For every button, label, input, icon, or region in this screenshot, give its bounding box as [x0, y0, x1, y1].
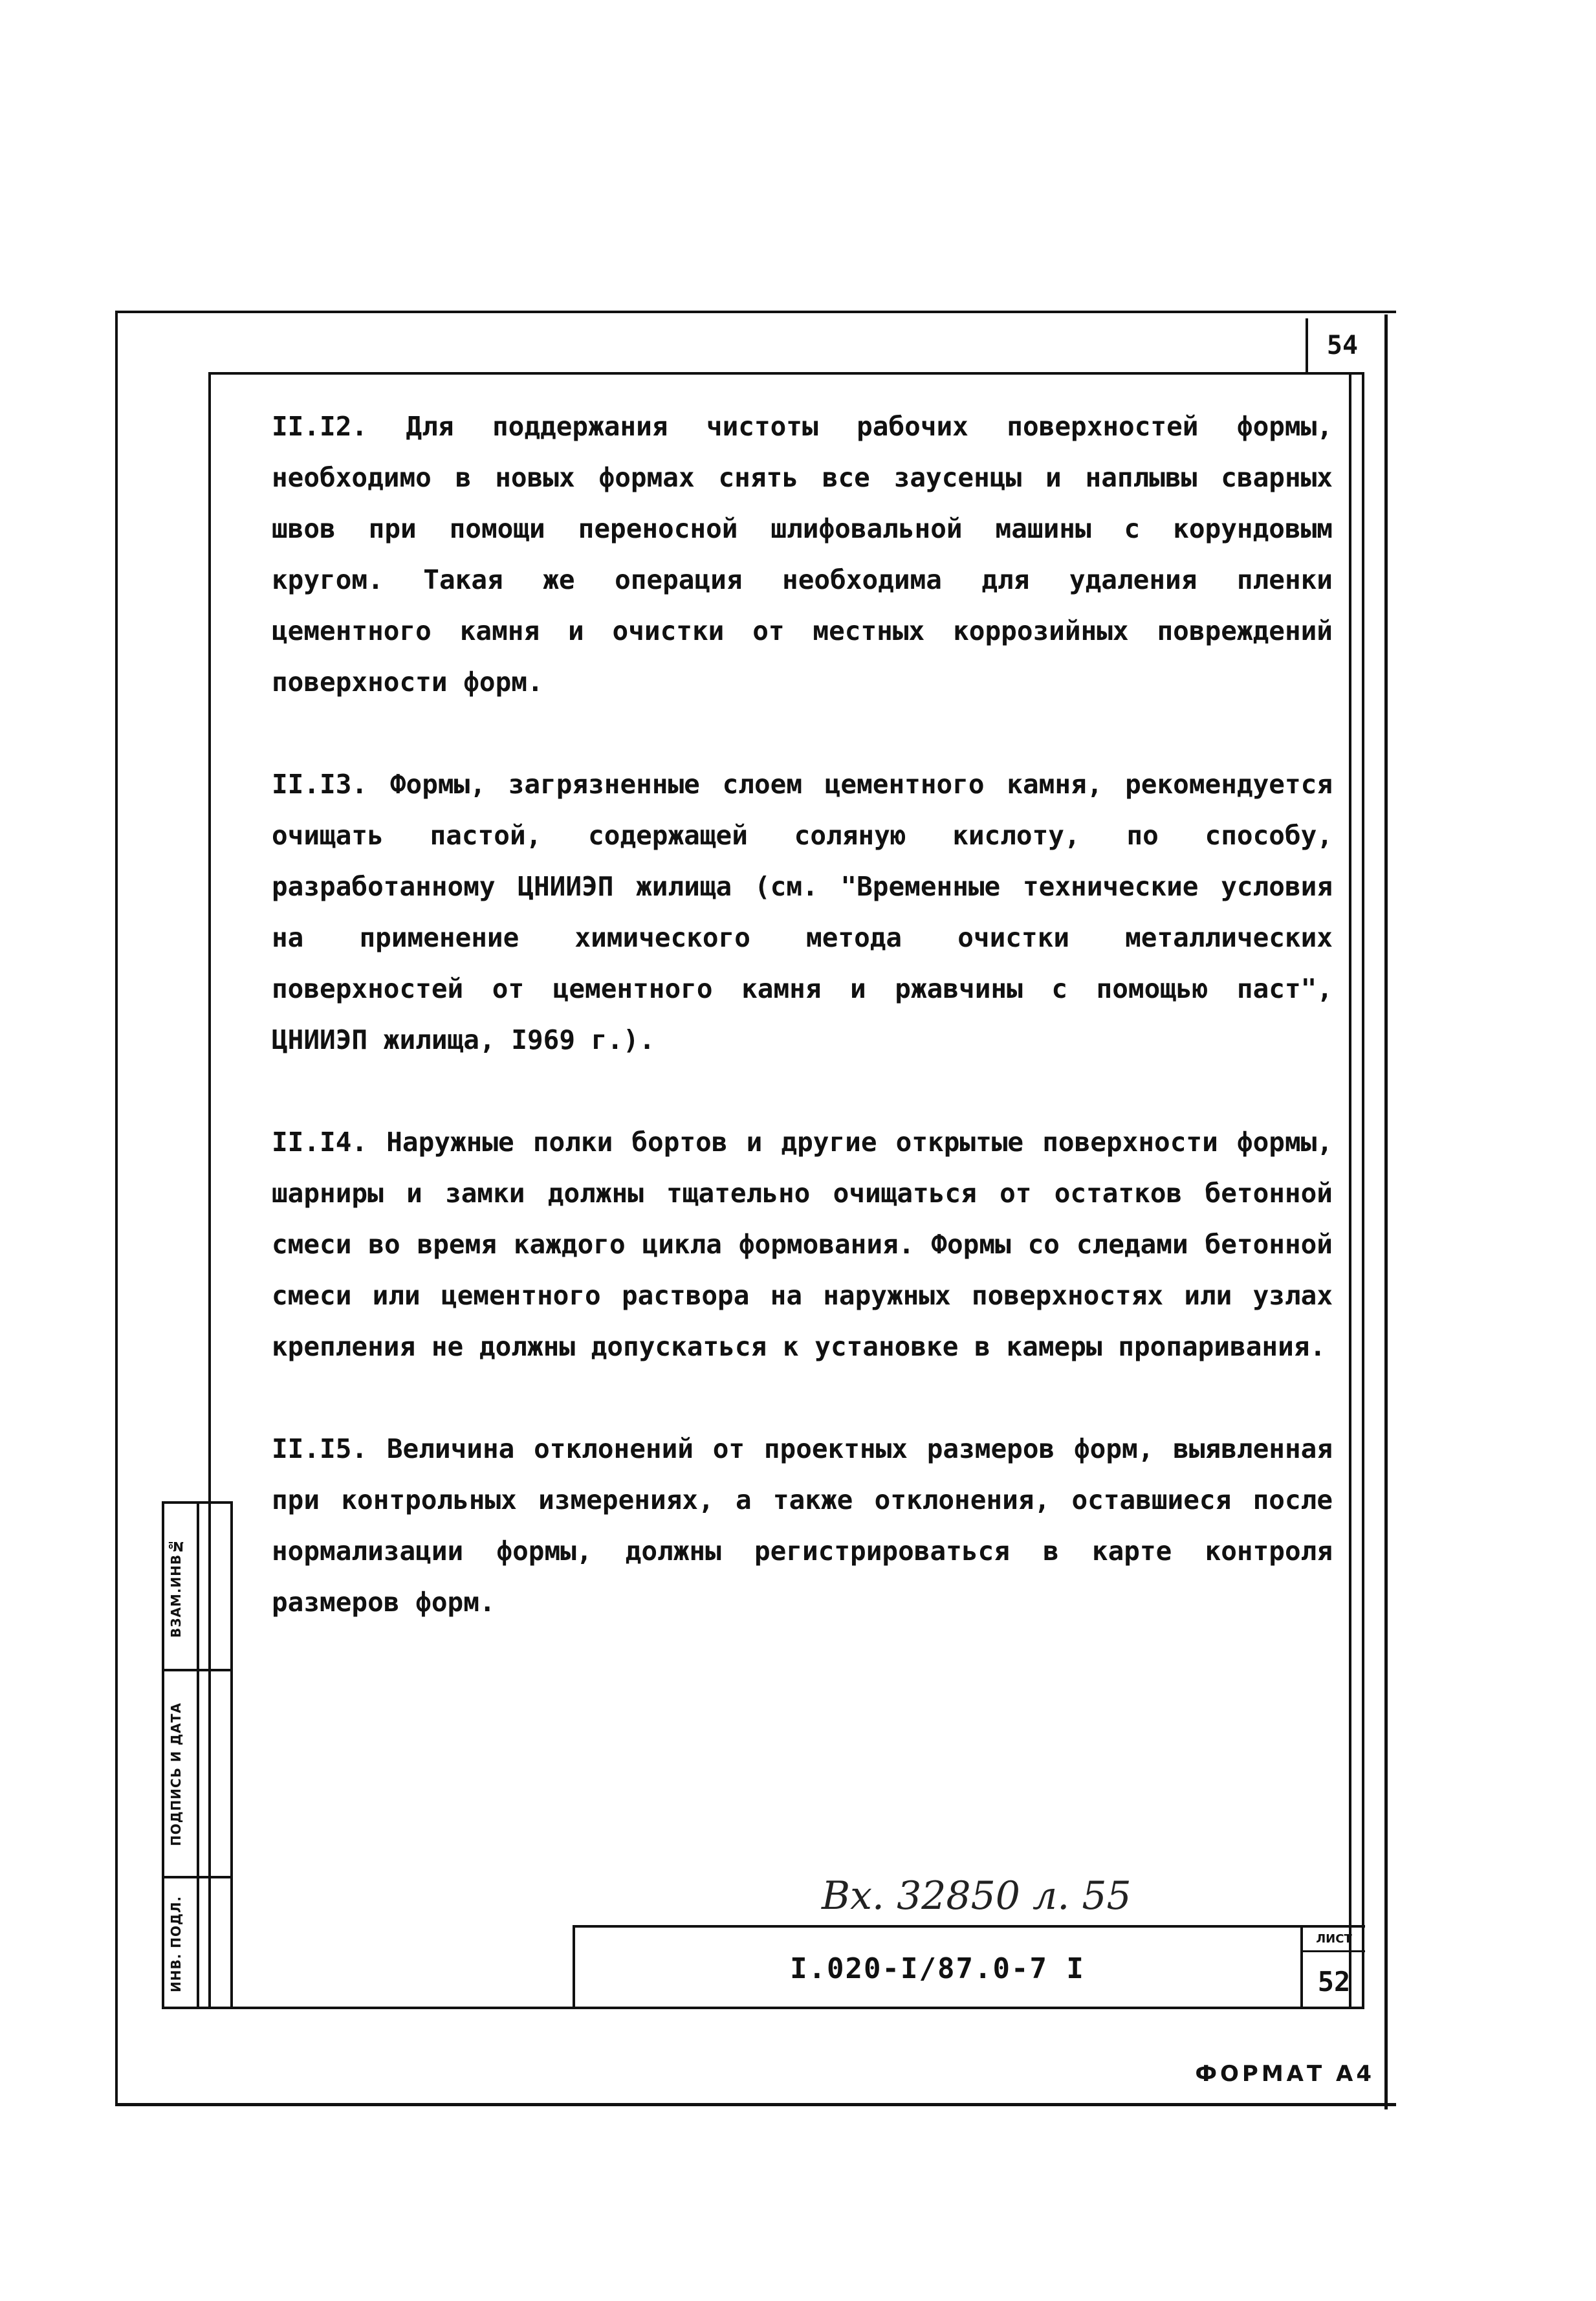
binding-strip — [162, 1501, 233, 2009]
sheet-cell — [1300, 1928, 1365, 2009]
paragraph-11-12: II.I2. Для поддержания чистоты рабочих поверхностей формы, необходимо в новых формах снять все заусенцы и наплывы сварных швов при помощи переносной шлифовальной машины с корундовым кругом. Такая же операция необходима для удаления пленки цементного камня и очистки от местных коррозийных повреждений поверхности форм. — [272, 411, 1333, 698]
sheet-page-number: 52 — [1317, 1965, 1351, 1998]
outer-frame-right-edge — [1384, 314, 1388, 2109]
binding-row-divider — [164, 1669, 230, 1671]
handwritten-note: Вх. 32850 л. 55 — [822, 1873, 1131, 1919]
binding-column-divider — [197, 1504, 199, 2007]
binding-row-divider — [164, 1876, 230, 1878]
binding-label-inv-podl: ИНВ. ПОДЛ. — [168, 1895, 184, 1992]
document-body — [272, 401, 1333, 1679]
binding-label-podpis-data: ПОДПИСЬ И ДАТА — [168, 1702, 184, 1846]
inner-frame-double-edge — [1349, 372, 1351, 2009]
binding-label-vzam-inv: ВЗАМ.ИНВ№ — [168, 1537, 184, 1638]
title-block — [573, 1925, 1365, 2009]
format-label: ФОРМАТ А4 — [1195, 2061, 1375, 2087]
paragraph-11-15: II.I5. Величина отклонений от проектных размеров форм, выявленная при контрольных измерениях, а также отклонения, оставшиеся после нормализации формы, должны регистрироваться в карте контроля размеров форм. — [272, 1433, 1333, 1618]
paragraph-11-14: II.I4. Наружные полки бортов и другие открытые поверхности формы, шарниры и замки должны тщательно очищаться от остатков бетонной смеси во время каждого цикла формования. Формы со следами бетонной смеси или цементного раствора на наружных поверхностях или узлах крепления не должны допускаться к установке в камеры пропаривания. — [272, 1127, 1333, 1362]
sheet-label: ЛИСТ — [1303, 1928, 1365, 1952]
document-code: I.020-I/87.0-7 I — [790, 1952, 1085, 1985]
sheet-number: 54 — [1306, 318, 1377, 372]
paragraph-11-13: II.I3. Формы, загрязненные слоем цементного камня, рекомендуется очищать пастой, содержащей соляную кислоту, по способу, разработанному ЦНИИЭП жилища (см. "Временные технические условия на применение химического метода очистки металлических поверхностей от цементного камня и ржавчины с помощью паст", ЦНИИЭП жилища, I969 г.). — [272, 769, 1333, 1055]
